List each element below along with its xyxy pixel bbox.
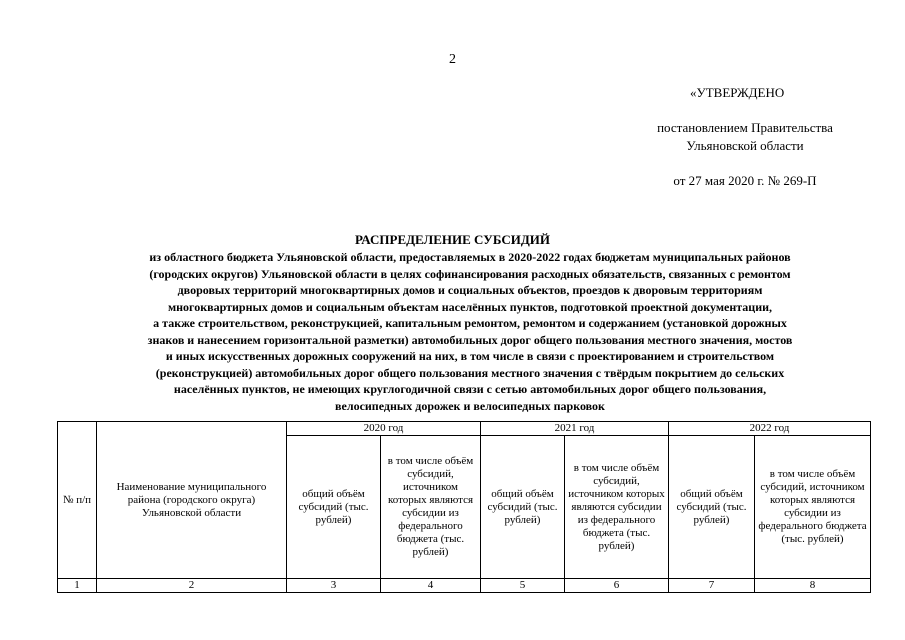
subtitle-line: дворовых территорий многоквартирных домов и социальных объектов, проездов к дворовым территориям [177,283,763,297]
subtitle-line: а также строительством, реконструкцией, капитальным ремонтом, ремонтом и содержанием (установкой дорожных [153,316,787,330]
subsidy-distribution-table [57,421,871,593]
subtitle-line: из областного бюджета Ульяновской области, предоставляемых в 2020-2022 годах бюджетам муниципальных районов [149,250,791,264]
column-number: 8 [755,579,871,593]
column-number: 6 [565,579,669,593]
column-number: 4 [381,579,481,593]
subtitle-line: (реконструкцией) автомобильных дорог общего пользования местного значения с твёрдым покрытием до сельских [155,365,785,380]
subtitle-line: многоквартирных домов и социальным объектам населённых пунктов, подготовкой проектной документации, [167,299,773,314]
header-2022-total: общий объём субсидий (тыс. рублей) [669,436,755,579]
header-year-2020: 2020 год [287,422,481,436]
approval-date: от 27 мая 2020 г. № 269-П [673,173,817,188]
approval-line-1: постановлением Правительства [657,120,833,135]
approval-line-2: Ульяновской области [686,138,804,153]
header-year-2022: 2022 год [669,422,871,436]
page-number: 2 [449,52,456,67]
column-number: 1 [58,579,97,593]
document-title: РАСПРЕДЕЛЕНИЕ СУБСИДИЙ [354,232,550,247]
subtitle-line: знаков и нанесением горизонтальной разметки) автомобильных дорог общего пользования местного значения, мостов [147,332,793,347]
header-year-2021: 2021 год [481,422,669,436]
approval-title: «УТВЕРЖДЕНО [690,85,785,100]
header-2020-total: общий объём субсидий (тыс. рублей) [287,436,381,579]
subtitle-line: велосипедных дорожек и велосипедных парковок [335,398,605,413]
column-number: 3 [287,579,381,593]
header-2020-federal: в том числе объём субсидий, источником которых являются субсидии из федерального бюджета (тыс. рублей) [381,436,481,579]
header-district-name: Наименование муниципального района (городского округа) Ульяновской области [97,422,287,579]
column-number: 5 [481,579,565,593]
header-2021-total: общий объём субсидий (тыс. рублей) [481,436,565,579]
header-2021-federal: в том числе объём субсидий, источником которых являются субсидии из федерального бюджета (тыс. рублей) [565,436,669,579]
document-subtitle [65,249,875,414]
subtitle-line: и иных искусственных дорожных сооружений на них, в том числе в связи с проектированием и строительством [165,349,775,363]
header-2022-federal: в том числе объём субсидий, источником которых являются субсидии из федерального бюджета (тыс. рублей) [755,436,871,579]
subtitle-line: населённых пунктов, не имеющих круглогодичной связи с сетью автомобильных дорог общего пользования, [173,382,767,396]
header-row-number: № п/п [58,422,97,579]
column-number: 2 [97,579,287,593]
subtitle-line: (городских округов) Ульяновской области в целях софинансирования расходных обязательств, связанных с ремонтом [149,266,791,281]
column-number: 7 [669,579,755,593]
